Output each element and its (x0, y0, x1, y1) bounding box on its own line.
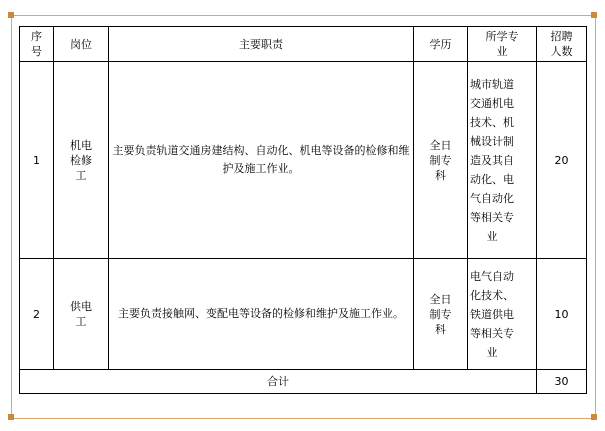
total-row (20, 370, 587, 394)
cell-duties: 主要负责轨道交通房建结构、自动化、机电等设备的检修和维护及施工作业。 (109, 62, 414, 259)
header-major: 所学专业 (468, 27, 537, 62)
table-header-row (20, 27, 587, 62)
header-education: 学历 (414, 27, 468, 62)
total-count: 30 (537, 370, 587, 394)
frame-corner-marker (8, 12, 14, 18)
cell-education: 全日制专科 (414, 62, 468, 259)
frame-corner-marker (8, 414, 14, 420)
table-row (20, 259, 587, 370)
cell-education: 全日制专科 (414, 259, 468, 370)
cell-duties: 主要负责接触网、变配电等设备的检修和维护及施工作业。 (109, 259, 414, 370)
header-seq: 序号 (20, 27, 54, 62)
header-position: 岗位 (54, 27, 109, 62)
cell-count: 20 (537, 62, 587, 259)
frame-corner-marker (591, 414, 597, 420)
header-count: 招聘人数 (537, 27, 587, 62)
cell-major: 电气自动化技术、铁道供电等相关专业 (468, 259, 537, 370)
header-duties: 主要职责 (109, 27, 414, 62)
cell-position: 机电检修工 (54, 62, 109, 259)
cell-position: 供电工 (54, 259, 109, 370)
cell-major: 城市轨道交通机电技术、机械设计制造及其自动化、电气自动化等相关专业 (468, 62, 537, 259)
cell-seq: 1 (20, 62, 54, 259)
total-label: 合计 (20, 370, 537, 394)
frame-corner-marker (591, 12, 597, 18)
cell-count: 10 (537, 259, 587, 370)
table-row (20, 62, 587, 259)
recruitment-table (19, 26, 587, 394)
cell-seq: 2 (20, 259, 54, 370)
